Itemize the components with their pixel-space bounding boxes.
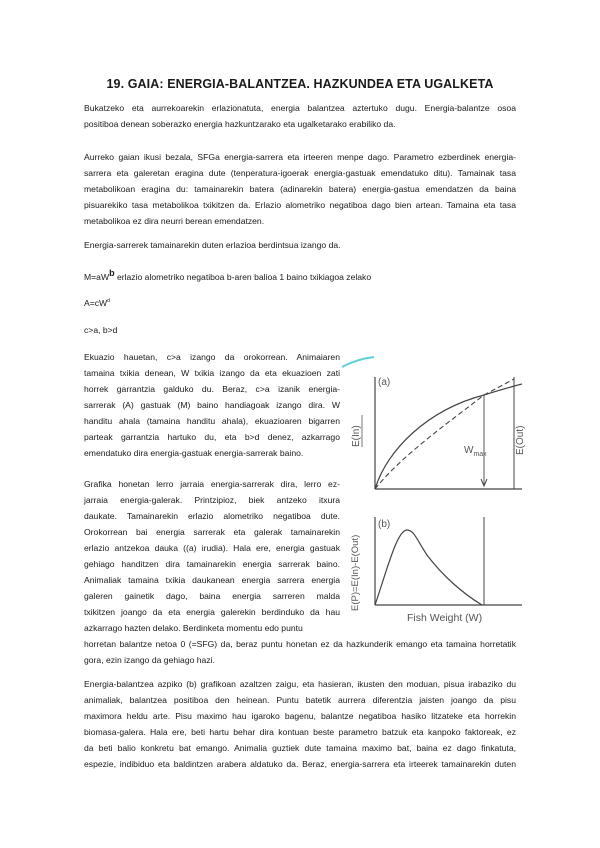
equation-base: M=aW <box>84 271 110 282</box>
text-line: sarrerak (A) gastuak (M) baino handiagoak izango dira. W <box>84 400 340 410</box>
text-line: parteak garrantzia hartuko du, eta b>d denez, azkarrago <box>84 432 340 442</box>
text-line: daukate. Tamainarekin erlazio alometriko negatiboa dute. <box>84 511 340 521</box>
y-label-b: E(P)=E(In)-E(Out) <box>350 534 361 611</box>
text-line: horrek garrantzia galduko du. Beraz, c>a izanik energia- <box>84 384 340 394</box>
equation-metabolism <box>84 268 371 282</box>
text-line: Ekuazio hauetan, c>a izango da orokorrean. Animaiaren <box>84 352 340 362</box>
decorative-stroke <box>342 357 374 367</box>
paragraph-energy-intake <box>84 237 516 253</box>
text-line: azkarrago hazten delako. Berdinketa momentu edo puntu <box>84 623 303 633</box>
text-line: horretan balantze netoa 0 (=SFG) da, beraz puntu honetan ez da hazkunderik emango eta tamaina horretatik <box>84 639 516 649</box>
text-line: tamaina txikia denean, W txikia izango da eta ekuazioen zati <box>84 368 340 378</box>
paragraph-intro <box>84 100 516 132</box>
text-line: emendatuko dira energia-gastuak energia-sarrerak baino. <box>84 448 304 458</box>
paragraph-equations <box>84 349 340 461</box>
equation-inequality: c>a, b>d <box>84 325 118 335</box>
paragraph-balance <box>84 676 516 772</box>
text-line: pisuarekiko tasa metabolikoa txikitzen da. Erlazio alometriko negatiboa dago bien artean. Tamaina eta tasa <box>84 200 516 210</box>
equation-intake <box>84 298 110 308</box>
text-line: Animaliak tamaina txikia daukanean energia sarrera energia <box>84 575 340 585</box>
text-line: maximora heldu arte. Pisu maximo hau igaroko bagenu, balantze negatiboa hasiko litzateke eta horrekin <box>84 711 516 721</box>
text-line: jarraia energia-galerak. Printzipioz, biek antzeko itxura <box>84 495 340 505</box>
text-line: metabolikoan eragina du: tamainarekin batera (adinarekin batera) energia-gastua emendatzen da baina <box>84 184 516 194</box>
text-line: Orokorrean bai energia sarrerak eta galerak tamainarekin <box>84 527 340 537</box>
text-line: da beti balio konkretu bat emango. Animalia guztiek dute tamaina maximo bat, baina ez dago finkatuta, <box>84 743 516 753</box>
paragraph-sfg <box>84 149 516 229</box>
page-title: 19. GAIA: ENERGIA-BALANTZEA. HAZKUNDEA ETA UGALKETA <box>106 77 494 91</box>
text-line: erlazio antzekoa dauka ((a) irudia). Hala ere, energia gastuak <box>84 543 340 553</box>
equation-exponent: b <box>109 268 115 278</box>
y-label-a: E(In) <box>351 425 362 447</box>
text-line: galeren gainetik dago, baina energia sarreren malda <box>84 591 340 601</box>
text-line: Bukatzeko eta aurrekoarekin erlazionatuta, energia balantzea aztertuko dugu. Energia-balantze osoa <box>84 103 516 113</box>
energy-balance-figure <box>342 355 524 630</box>
text-line: metabolikoa ez dira neurri berean emendatzen. <box>84 216 265 226</box>
text-line: gora, ezin izango da gehiago hazi. <box>84 655 215 665</box>
y-label-a-right: E(Out) <box>515 425 526 455</box>
text-line: biomasa-galera. Hala ere, beti hartu behar dira kontuan beste parametro batzuk eta kanpoko faktoreak, ez <box>84 727 516 737</box>
text-line: Energia-balantzea azpiko (b) grafikoan azaltzen zaigu, eta hasieran, ikusten den moduan, pisua irabaziko du <box>84 679 516 689</box>
text-line: sarrera eta galeretan eragina dute (tenperatura-igoerak energia-gastuak emendatuko ditu). Tamainak tasa <box>84 168 516 178</box>
paragraph-graph <box>84 476 340 636</box>
text-line: txikitzen joango da eta energia galerekin berdinduko da hau <box>84 607 340 617</box>
panel-a-label: (a) <box>378 377 391 388</box>
paragraph-graph-cont <box>84 636 516 668</box>
text-line: Energia-sarrerek tamainarekin duten erlazioa berdintsua izango da. <box>84 240 341 250</box>
energy-out-curve <box>375 379 514 489</box>
energy-in-curve <box>375 384 522 489</box>
wmax-label: $W_{max}$ <box>464 445 487 458</box>
text-line: espezie, indibiduo eta baldintzen arabera aldatuko da. Beraz, energia-sarrera eta irteerek tamainarekin duten <box>84 759 516 769</box>
equation-base: A=cW <box>84 298 108 308</box>
text-line: handitu ahala (tamaina handitu ahala), ekuazioaren bigarren <box>84 416 340 426</box>
x-label: Fish Weight (W) <box>407 612 483 624</box>
equation-exponent: d <box>107 298 110 305</box>
energy-balance-curve <box>375 530 482 605</box>
equation-note: erlazio alometriko negatiboa b-aren balioa 1 baino txikiagoa zelako <box>114 271 372 282</box>
text-line: gehiago handitzen dira tamainarekin energia sarrerak baino. <box>84 559 340 569</box>
panel-b-label: (b) <box>378 519 391 530</box>
text-line: Aurreko gaian ikusi bezala, SFGa energia-sarrera eta irteeren menpe dago. Parametro ezberdinek energia- <box>84 152 516 162</box>
text-line: positiboa denean soberazko energia hazkuntzarako eta ugalketarako erabiliko da. <box>84 119 396 129</box>
text-line: Grafika honetan lerro jarraia energia-sarrerak dira, lerro ez- <box>84 479 340 489</box>
text-line: animaliak, balantzea positiboa den heinean. Puntu batetik aurrera diferentzia jaisten joango da pisu <box>84 695 516 705</box>
